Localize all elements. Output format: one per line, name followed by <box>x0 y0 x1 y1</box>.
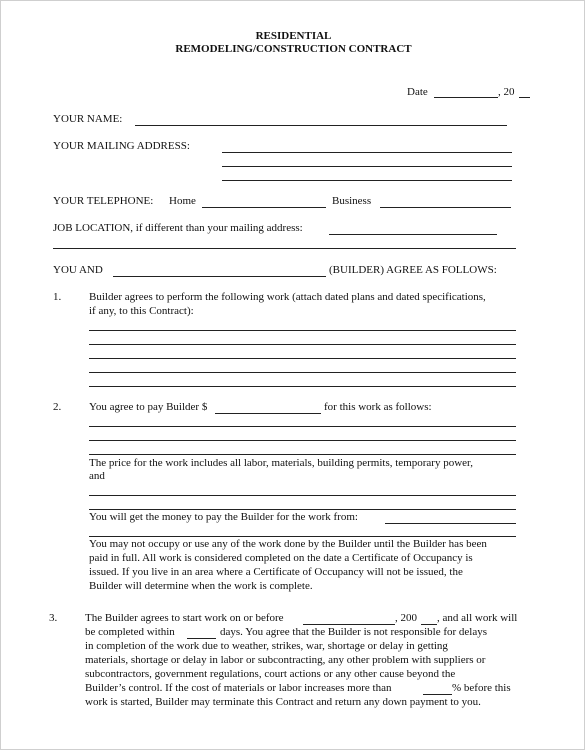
occupy-line-1: You may not occupy or use any of the work done by the Builder until the Builder has been <box>89 538 487 550</box>
section-2-number: 2. <box>53 401 62 413</box>
pay-builder-text: You agree to pay Builder $ <box>89 401 208 413</box>
your-name-field[interactable] <box>135 125 507 126</box>
occupy-line-3: issued. If you live in an area where a Certificate of Occupancy will not be issued, the <box>89 566 463 578</box>
builder-agree-label: (BUILDER) AGREE AS FOLLOWS: <box>329 264 497 276</box>
delay-line-1: in completion of the work due to weather, strikes, war, shortage or delay in getting <box>85 640 448 652</box>
work-description-line-3[interactable] <box>89 358 516 359</box>
payment-terms-line-3[interactable] <box>89 454 516 455</box>
delay-line-2: materials, shortage or delay in labor or subcontracting, any other problem with suppliers or <box>85 654 486 666</box>
pay-as-follows-text: for this work as follows: <box>324 401 432 413</box>
section-1-line-1: Builder agrees to perform the following work (attach dated plans and dated specifications, <box>89 291 486 303</box>
start-date-field[interactable] <box>303 624 395 625</box>
section-1-line-2: if any, to this Contract): <box>89 305 194 317</box>
home-label: Home <box>169 195 196 207</box>
job-location-label: JOB LOCATION, if different than your mailing address: <box>53 222 303 234</box>
title-line-1: RESIDENTIAL <box>255 30 332 42</box>
date-field[interactable] <box>434 97 498 98</box>
work-description-line-2[interactable] <box>89 344 516 345</box>
cost-increase-percent-field[interactable] <box>423 694 452 695</box>
mailing-address-label: YOUR MAILING ADDRESS: <box>53 140 190 152</box>
start-year-field[interactable] <box>421 624 437 625</box>
job-location-field-1[interactable] <box>329 234 497 235</box>
money-source-field-1[interactable] <box>385 523 516 524</box>
price-includes-line-1: The price for the work includes all labor, materials, building permits, temporary power, <box>89 457 474 469</box>
you-and-label: YOU AND <box>53 264 103 276</box>
date-year-field[interactable] <box>519 97 530 98</box>
mailing-address-field-1[interactable] <box>222 152 512 153</box>
days-delay-text: days. You agree that the Builder is not responsible for delays <box>220 626 488 638</box>
completion-days-field[interactable] <box>187 638 216 639</box>
all-work-text: , and all work will <box>437 612 518 624</box>
date-year: , 20 <box>498 86 515 98</box>
price-includes-field-2[interactable] <box>89 509 516 510</box>
work-description-line-1[interactable] <box>89 330 516 331</box>
start-work-text: The Builder agrees to start work on or before <box>85 612 284 624</box>
business-phone-field[interactable] <box>380 207 511 208</box>
occupy-line-4: Builder will determine when the work is complete. <box>89 580 313 592</box>
money-source-field-2[interactable] <box>89 536 516 537</box>
occupy-line-2: paid in full. All work is considered completed on the date a Certificate of Occupancy is <box>89 552 473 564</box>
your-name-label: YOUR NAME: <box>53 113 123 125</box>
work-description-line-4[interactable] <box>89 372 516 373</box>
price-includes-field-1[interactable] <box>89 495 516 496</box>
terminate-line: work is started, Builder may terminate this Contract and return any down payment to you. <box>85 696 481 708</box>
date-label: Date <box>407 86 428 98</box>
percent-before-text: % before this <box>452 682 511 694</box>
mailing-address-field-3[interactable] <box>222 180 512 181</box>
title-line-2: REMODELING/CONSTRUCTION CONTRACT <box>175 43 412 55</box>
delay-line-3: subcontractors, government regulations, court actions or any other cause beyond the <box>85 668 456 680</box>
telephone-label: YOUR TELEPHONE: <box>53 195 154 207</box>
business-label: Business <box>332 195 372 207</box>
section-3-number: 3. <box>49 612 58 624</box>
completed-within-text: be completed within <box>85 626 175 638</box>
work-description-line-5[interactable] <box>89 386 516 387</box>
price-amount-field[interactable] <box>215 413 321 414</box>
price-includes-line-2: and <box>89 470 105 482</box>
start-year-text: , 200 <box>395 612 417 624</box>
job-location-field-2[interactable] <box>53 248 516 249</box>
payment-terms-line-2[interactable] <box>89 440 516 441</box>
builder-name-field[interactable] <box>113 276 326 277</box>
cost-increase-text: Builder’s control. If the cost of materials or labor increases more than <box>85 682 392 694</box>
section-1-number: 1. <box>53 291 62 303</box>
home-phone-field[interactable] <box>202 207 326 208</box>
mailing-address-field-2[interactable] <box>222 166 512 167</box>
payment-terms-line-1[interactable] <box>89 426 516 427</box>
money-source-text: You will get the money to pay the Builder for the work from: <box>89 511 358 523</box>
